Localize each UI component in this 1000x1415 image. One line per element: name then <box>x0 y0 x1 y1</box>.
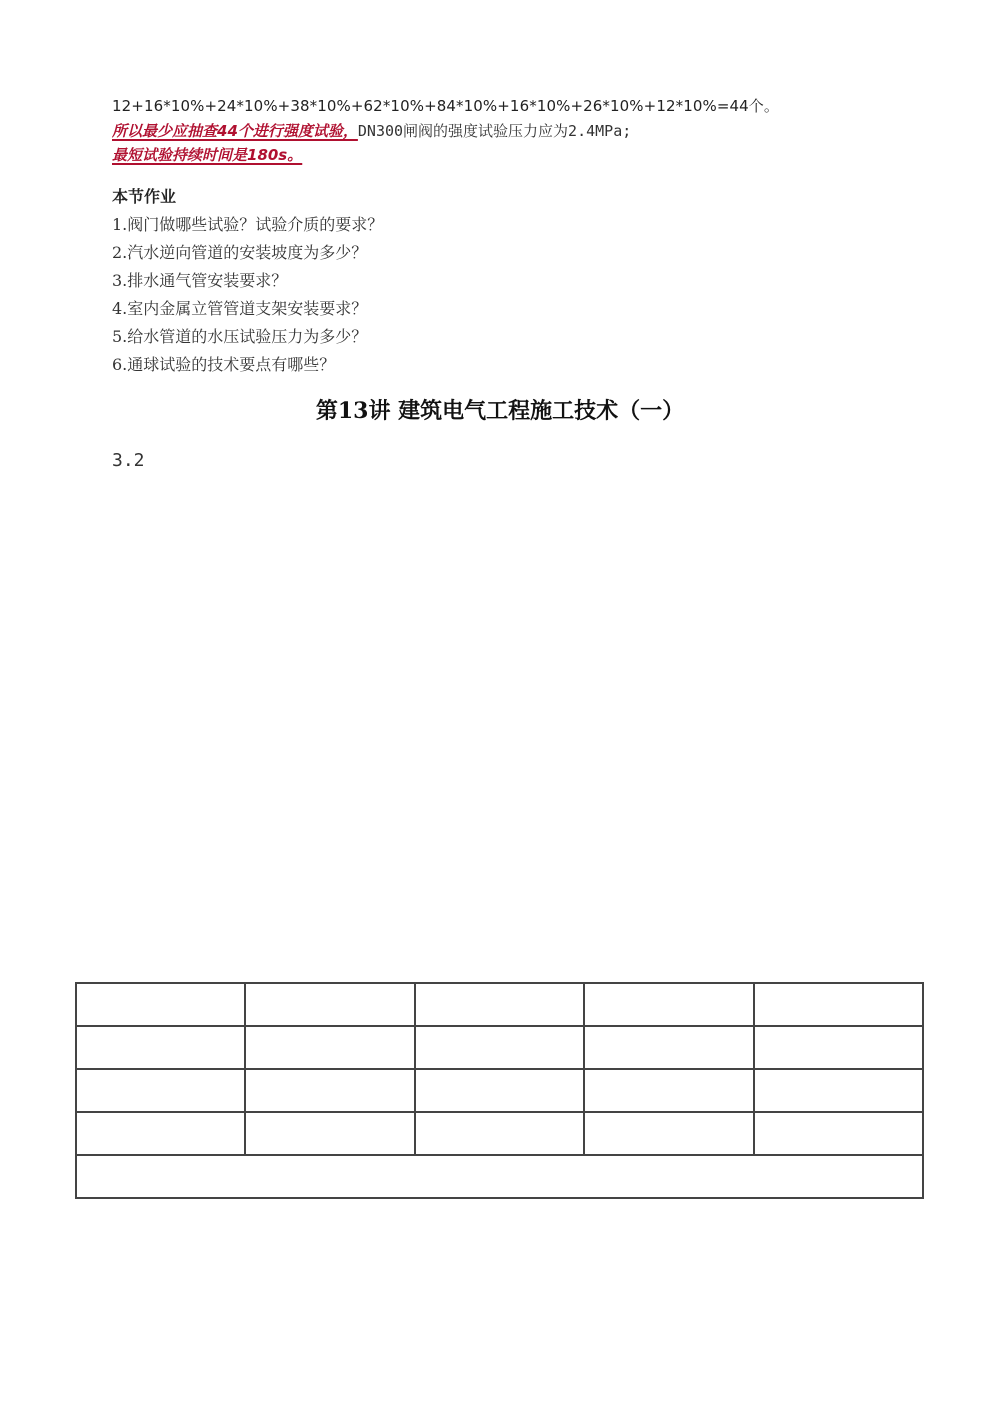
calculation-formula: 12+16*10%+24*10%+38*10%+62*10%+84*10%+16*10%+26*10%+12*10%=44个。 <box>112 97 780 115</box>
table-row <box>76 1026 923 1069</box>
table-cell <box>584 1112 753 1155</box>
table-row <box>76 983 923 1026</box>
table-cell <box>76 1112 245 1155</box>
homework-question: 6.通球试验的技术要点有哪些？ <box>112 355 336 374</box>
table-cell <box>754 1026 923 1069</box>
table-cell <box>245 983 414 1026</box>
table-cell <box>415 1112 584 1155</box>
table-cell <box>76 983 245 1026</box>
table-cell <box>584 983 753 1026</box>
homework-question: 3.排水通气管安装要求？ <box>112 271 288 290</box>
table-cell <box>754 1112 923 1155</box>
table-cell <box>245 1069 414 1112</box>
table-row <box>76 1069 923 1112</box>
table-cell <box>76 1069 245 1112</box>
table-cell <box>76 1026 245 1069</box>
table-cell <box>415 1026 584 1069</box>
table-cell <box>245 1112 414 1155</box>
table-cell <box>584 1026 753 1069</box>
table-cell <box>754 983 923 1026</box>
blank-table <box>75 982 924 1199</box>
homework-question: 4.室内金属立管管道支架安装要求？ <box>112 299 368 318</box>
answer-line-1 <box>112 120 631 141</box>
answer-line-2 <box>112 144 302 165</box>
homework-question: 2.汽水逆向管道的安装坡度为多少？ <box>112 243 368 262</box>
table-cell <box>584 1069 753 1112</box>
answer-emphasis-duration: 最短试验持续时间是180s。 <box>112 146 303 164</box>
homework-title: 本节作业 <box>112 187 177 206</box>
homework-question: 1.阀门做哪些试验？试验介质的要求？ <box>112 215 384 234</box>
answer-test-pressure: DN300闸阀的强度试验压力应为2.4MPa; <box>357 122 632 140</box>
answer-emphasis-sample-count: 所以最少应抽查44个进行强度试验， <box>112 122 358 140</box>
table-cell <box>754 1069 923 1112</box>
homework-question: 5.给水管道的水压试验压力为多少？ <box>112 327 368 346</box>
table-row <box>76 1112 923 1155</box>
table-footer-cell <box>76 1155 923 1198</box>
table-cell <box>245 1026 414 1069</box>
table-cell <box>415 1069 584 1112</box>
lecture-title: 第13讲 建筑电气工程施工技术（一） <box>315 398 685 424</box>
table-footer-row <box>76 1155 923 1198</box>
section-number: 3.2 <box>112 450 145 471</box>
table-cell <box>415 983 584 1026</box>
